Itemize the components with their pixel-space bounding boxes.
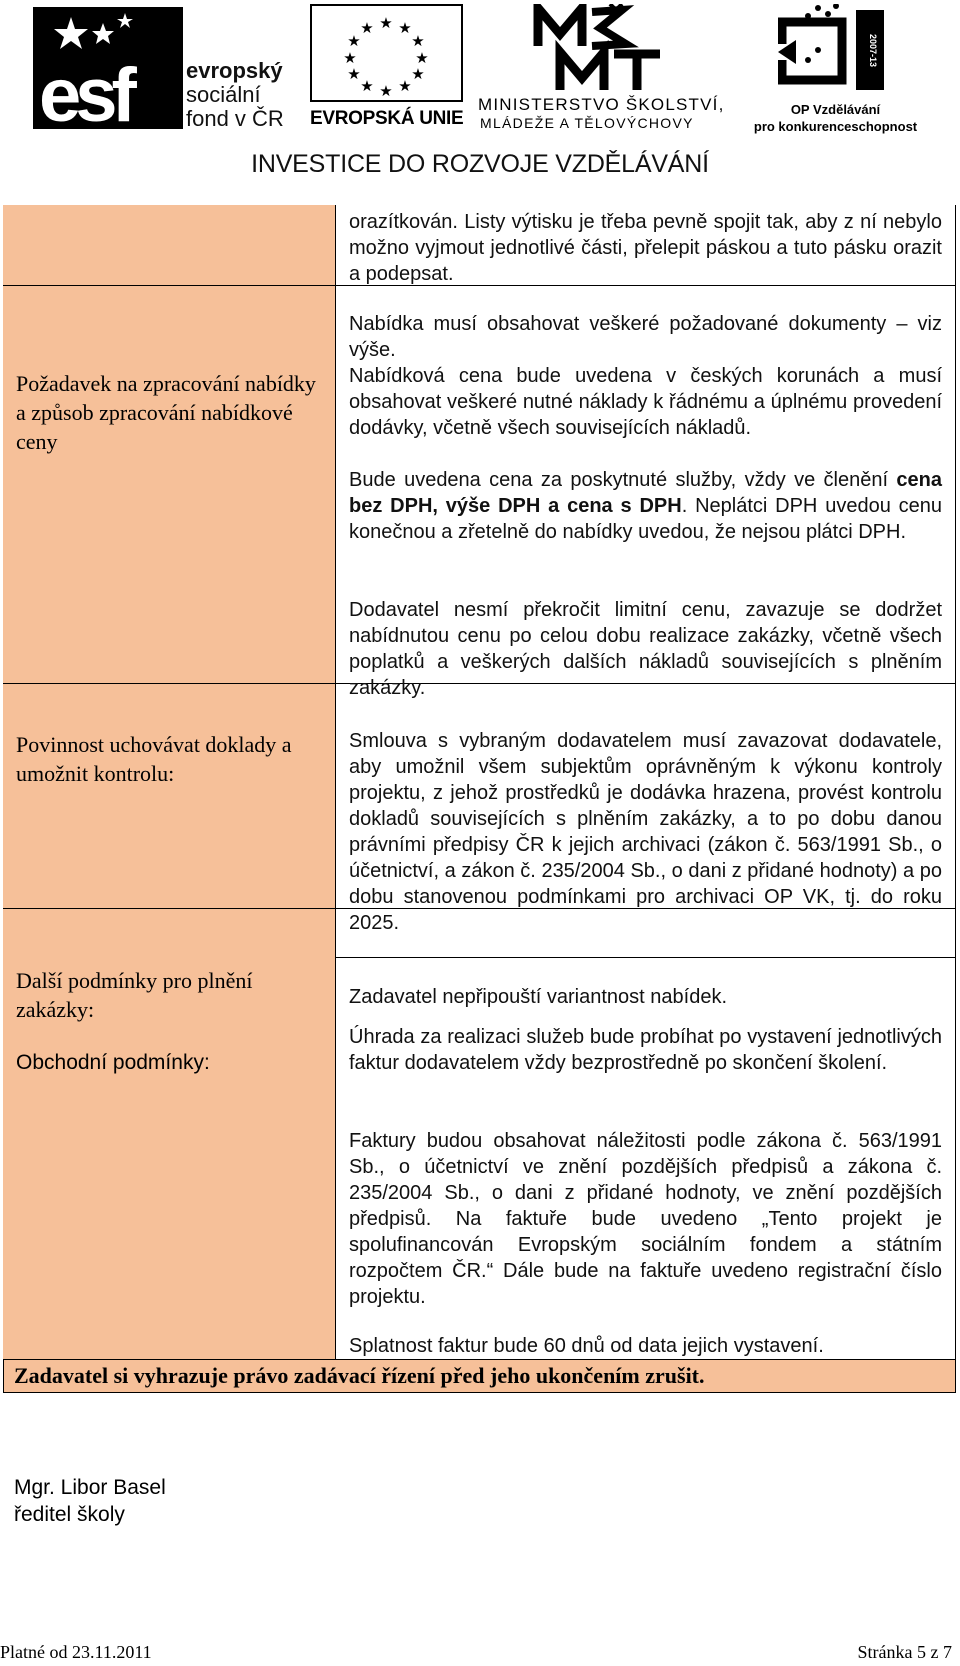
page-header <box>0 0 960 190</box>
further-conditions-label: Další podmínky pro plnění zakázky: <box>16 968 253 1022</box>
msmt-line-1: MINISTERSTVO ŠKOLSTVÍ, <box>478 95 725 114</box>
commercial-paragraph-3: Splatnost faktur bude 60 dnů od data jejich vystavení. <box>349 1335 824 1357</box>
svg-text:★: ★ <box>398 19 412 37</box>
price-paragraph-3 <box>349 467 942 545</box>
svg-text:★: ★ <box>411 32 425 50</box>
cancellation-right-note: Zadavatel si vyhrazuje právo zadávací řízení před jeho ukončením zrušit. <box>14 1363 705 1388</box>
op-vk-mark-icon <box>778 4 888 100</box>
price-requirement-label: Požadavek na zpracování nabídky a způsob zpracování nabídkové ceny <box>16 371 316 454</box>
svg-text:★: ★ <box>347 65 361 83</box>
row-divider <box>336 957 956 958</box>
signatory-name: Mgr. Libor Basel <box>14 1476 166 1499</box>
signature-block <box>14 1474 166 1528</box>
eu-logo <box>310 4 465 130</box>
valid-from: Platné od 23.11.2011 <box>0 1642 152 1662</box>
commercial-terms-label: Obchodní podmínky: <box>16 1051 210 1074</box>
svg-text:★: ★ <box>343 49 357 67</box>
svg-text:★: ★ <box>411 65 425 83</box>
svg-text:★: ★ <box>415 49 429 67</box>
eu-label: EVROPSKÁ UNIE <box>310 108 464 129</box>
continuation-text: orazítkován. Listy výtisku je třeba pevně spojit tak, aby z ní nebylo možno vyjmout jednotlivé části, přelepit páskou a tuto pásku orazit a podepsat. <box>349 211 942 285</box>
signatory-title: ředitel školy <box>14 1503 125 1526</box>
svg-text:★: ★ <box>360 19 374 37</box>
price-p3-tail: . Neplátci DPH uvedou cenu konečnou a zřetelně do nabídky uvedou, že nejsou plátci DPH. <box>349 495 943 543</box>
svg-text:★: ★ <box>347 32 361 50</box>
control-obligation-label: Povinnost uchovávat doklady a umožnit kontrolu: <box>16 732 292 786</box>
control-obligation-text: Smlouva s vybraným dodavatelem musí zavazovat dodavatele, aby umožnil všem subjektům oprávněným k výkonu kontroly projektu, z jehož prostředků je dodávka hrazena, provést kontrolu dokladů souvisejících s plněním zakázky, a to po dobu danou právními předpisy ČR k jejich archivaci (zákon č. 563/1991 Sb., o účetnictví, a zákon č. 235/2004 Sb., o dani z přidané hodnoty) a po dobu stanovenou podmínkami pro archivaci OP VK, tj. do roku 2025. <box>349 730 942 934</box>
msmt-monogram-icon <box>530 4 665 92</box>
esf-mark-icon <box>33 7 183 129</box>
op-line-1: OP Vzdělávání <box>790 102 881 117</box>
esf-line-1: evropský <box>186 58 283 83</box>
price-paragraph-1: Nabídka musí obsahovat veškeré požadované dokumenty – viz výše. <box>349 313 942 361</box>
price-paragraph-2: Nabídková cena bude uvedena v českých korunách a musí obsahovat veškeré nutné náklady k řádnému a úplnému provedení dodávky, včetně všech souvisejících nákladů. <box>349 365 942 439</box>
msmt-logo <box>478 4 743 130</box>
header-tagline: INVESTICE DO ROZVOJE VZDĚLÁVÁNÍ <box>251 150 709 178</box>
commercial-paragraph-1: Úhrada za realizaci služeb bude probíhat po vystavení jednotlivých faktur dodavatelem vždy bezprostředně po skončení školení. <box>349 1026 942 1074</box>
page-number: Stránka 5 z 7 <box>857 1642 952 1662</box>
esf-line-3: fond v ČR <box>186 106 284 131</box>
svg-text:★: ★ <box>379 14 393 32</box>
commercial-paragraph-2: Faktury budou obsahovat náležitosti podle zákona č. 563/1991 Sb., o účetnictví ve znění pozdějších předpisů a zákona č. 235/2004 Sb., o dani z přidané hodnoty, ve znění pozdějších předpisů. Na faktuře bude uvedeno „Tento projekt je spolufinancován Evropským sociálním fondem a státním rozpočtem ČR.“ Dále bude na faktuře uvedeno registrační číslo projektu. <box>349 1130 942 1308</box>
esf-wordmark <box>186 59 284 131</box>
price-p3-bold: cena bez DPH, výše DPH a cena s DPH <box>349 469 942 517</box>
op-badge: 2007-13 <box>868 34 878 68</box>
esf-line-2: sociální <box>186 82 261 107</box>
esf-logo <box>33 7 295 129</box>
further-conditions-text: Zadavatel nepřipouští variantnost nabídek. <box>349 986 728 1008</box>
eu-stars-icon <box>310 4 463 102</box>
op-line-2: pro konkurenceschopnost <box>753 119 918 134</box>
svg-text:★: ★ <box>360 77 374 95</box>
op-vk-logo <box>748 4 923 134</box>
price-paragraph-4: Dodavatel nesmí překročit limitní cenu, zavazuje se dodržet nabídnutou cenu po celou dobu realizace zakázky, včetně všech poplatků a veškerých dalších nákladů souvisejících s plněním zakázky. <box>349 599 942 699</box>
msmt-line-2: MLÁDEŽE A TĚLOVÝCHOVY <box>480 115 694 131</box>
svg-text:★: ★ <box>379 82 393 100</box>
svg-text:★: ★ <box>398 77 412 95</box>
svg-text:esf: esf <box>39 53 131 129</box>
price-p3-lead: Bude uvedena cena za poskytnuté služby, vždy ve členění <box>349 469 897 491</box>
